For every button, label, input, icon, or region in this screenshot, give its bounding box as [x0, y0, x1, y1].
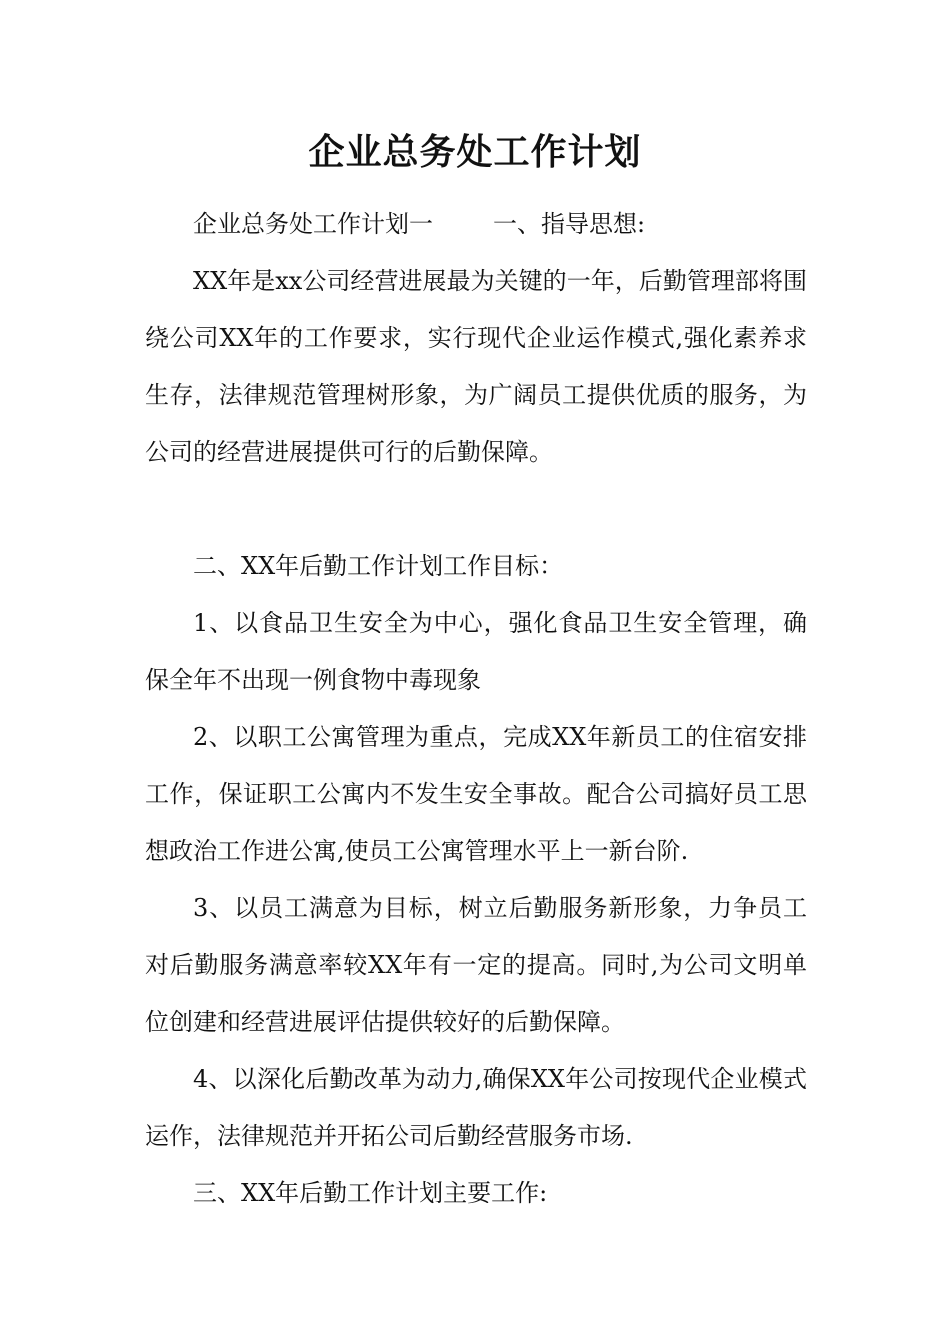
goal-item-3: 3、以员工满意为目标，树立后勤服务新形象，力争员工对后勤服务满意率较XX年有一定的提高。同时,为公司文明单位创建和经营进展评估提供较好的后勤保障。 [145, 894, 807, 1036]
goal-item-4: 4、以深化后勤改革为动力,确保XX年公司按现代企业模式运作，法律规范并开拓公司后勤经营服务市场. [145, 1065, 807, 1150]
goal-item-2: 2、以职工公寓管理为重点，完成XX年新员工的住宿安排工作，保证职工公寓内不发生安全事故。配合公司搞好员工思想政治工作进公寓,使员工公寓管理水平上一新台阶. [145, 723, 807, 865]
section-heading-goals: 二、XX年后勤工作计划工作目标： [193, 552, 564, 580]
document-body [145, 196, 807, 1222]
document-title: 企业总务处工作计划 [308, 131, 642, 173]
intro-line [145, 196, 807, 253]
goal-item-1: 1、以食品卫生安全为中心，强化食品卫生安全管理，确保全年不出现一例食物中毒现象 [145, 609, 807, 694]
section-heading-main-work: 三、XX年后勤工作计划主要工作: [193, 1179, 548, 1207]
paragraph-overview: XX年是xx公司经营进展最为关键的一年，后勤管理部将围绕公司XX年的工作要求，实行现代企业运作模式,强化素养求生存，法律规范管理树形象，为广阔员工提供优质的服务，为公司的经营进展提供可行的后勤保障。 [145, 267, 807, 466]
intro-plan-label: 企业总务处工作计划一 [193, 210, 433, 238]
guiding-thought-heading: 一、指导思想: [493, 210, 646, 238]
